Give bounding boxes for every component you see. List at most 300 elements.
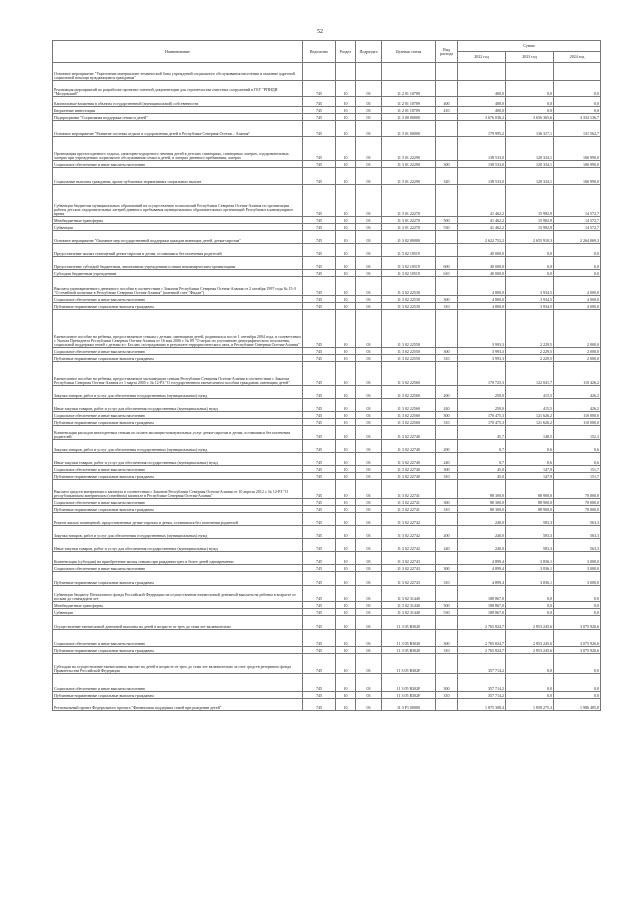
cell-2023: 3 836,1 — [506, 572, 554, 586]
cell-subsection: 03 — [356, 114, 382, 121]
cell-target: 11 3 02 22550 — [382, 310, 436, 348]
cell-name: Иные закупки товаров, работ и услуг для обеспечения государственных (муниципальных) нужд — [53, 539, 303, 552]
header-name: Наименование — [53, 41, 303, 63]
cell-name: Осуществление ежемесячной денежной выплаты на детей в возрасте от трех до семи лет включительно — [53, 616, 303, 630]
table-row — [53, 257, 601, 270]
cell-name: Публичные нормативные социальные выплаты гражданам — [53, 419, 303, 426]
table-row — [53, 114, 601, 121]
cell-2022: 138 533,0 — [458, 168, 506, 185]
cell-subsection: 03 — [356, 161, 382, 168]
cell-2022: 1 875 308,4 — [458, 699, 506, 711]
cell-ministry: 745 — [303, 224, 336, 231]
cell-ministry — [303, 63, 336, 81]
cell-2024: 426,2 — [554, 399, 601, 412]
cell-section: 10 — [336, 231, 356, 244]
cell-section: 10 — [336, 270, 356, 277]
header-section: Раздел — [336, 41, 356, 63]
cell-ministry: 745 — [303, 161, 336, 168]
cell-ministry: 745 — [303, 506, 336, 513]
cell-target: 11 3 01 22290 — [382, 137, 436, 161]
header-2023: 2023 год — [506, 52, 554, 63]
cell-section — [336, 63, 356, 81]
table-row — [53, 499, 601, 506]
cell-section: 10 — [336, 185, 356, 217]
table-row — [53, 399, 601, 412]
cell-2022: 2 765 824,7 — [458, 647, 506, 654]
cell-target: 11 3 02 22530 — [382, 277, 436, 296]
cell-name: Основное мероприятие "Развитие системы отдыха и оздоровления детей в Республике Северная Осетия – Алания" — [53, 121, 303, 137]
cell-subsection: 03 — [356, 692, 382, 699]
cell-subsection: 03 — [356, 674, 382, 692]
cell-ministry: 745 — [303, 114, 336, 121]
cell-ministry: 745 — [303, 539, 336, 552]
cell-name: Бюджетные инвестиции — [53, 107, 303, 114]
cell-2024: 0,0 — [554, 81, 601, 97]
cell-expense-type: 240 — [436, 539, 458, 552]
cell-2023: 136 317,1 — [506, 121, 554, 137]
table-row — [53, 217, 601, 224]
cell-2022: 88 300,0 — [458, 506, 506, 513]
cell-2024: 152,3 — [554, 426, 601, 440]
cell-section: 10 — [336, 630, 356, 647]
cell-2024: 106 990,0 — [554, 161, 601, 168]
cell-expense-type: 240 — [436, 399, 458, 412]
cell-name: Публичные нормативные социальные выплаты гражданам — [53, 692, 303, 699]
cell-name: Ремонт жилых помещений, предоставленных детям-сиротам и детям, оставшимся без попечения родителей — [53, 513, 303, 526]
cell-ministry: 745 — [303, 348, 336, 355]
cell-2022: 88 300,0 — [458, 480, 506, 499]
cell-target: 11 3 02 22741 — [382, 480, 436, 499]
cell-expense-type — [436, 63, 458, 81]
cell-2023: 1 858 275,3 — [506, 699, 554, 711]
cell-name: Капитальные вложения в объекты государственной (муниципальной) собственности — [53, 97, 303, 107]
cell-2022: 4 899,4 — [458, 572, 506, 586]
cell-name: Межбюджетные трансферты — [53, 602, 303, 609]
table-row — [53, 480, 601, 499]
cell-ministry: 745 — [303, 419, 336, 426]
cell-2024: 110 000,0 — [554, 412, 601, 419]
table-row — [53, 348, 601, 355]
cell-section: 10 — [336, 303, 356, 310]
cell-2022: 357 714,2 — [458, 654, 506, 674]
cell-2023: 2 229,5 — [506, 348, 554, 355]
cell-2024: 2 000,0 — [554, 310, 601, 348]
table-row — [53, 386, 601, 399]
cell-ministry: 745 — [303, 81, 336, 97]
cell-expense-type — [436, 121, 458, 137]
cell-2023: 0,0 — [506, 257, 554, 270]
cell-expense-type — [436, 114, 458, 121]
cell-section: 10 — [336, 107, 356, 114]
cell-subsection: 03 — [356, 480, 382, 499]
cell-name: Публичные нормативные социальные выплаты гражданам — [53, 303, 303, 310]
cell-ministry: 745 — [303, 270, 336, 277]
cell-subsection: 03 — [356, 412, 382, 419]
cell-name: Социальное обеспечение и иные выплаты населению — [53, 565, 303, 572]
cell-section: 10 — [336, 440, 356, 453]
header-expense-type: Вид расхода — [436, 41, 458, 63]
table-row — [53, 355, 601, 362]
cell-expense-type: 300 — [436, 296, 458, 303]
cell-section: 10 — [336, 355, 356, 362]
table-row — [53, 185, 601, 217]
cell-section: 10 — [336, 81, 356, 97]
cell-expense-type — [436, 244, 458, 257]
cell-subsection: 03 — [356, 257, 382, 270]
table-row — [53, 609, 601, 616]
cell-2023: 415,5 — [506, 399, 554, 412]
cell-expense-type: 400 — [436, 97, 458, 107]
cell-section: 10 — [336, 362, 356, 386]
cell-2024: 2 000,0 — [554, 355, 601, 362]
cell-expense-type: 300 — [436, 499, 458, 506]
cell-2023: 0,6 — [506, 453, 554, 466]
cell-target: 11 2 01 10709 — [382, 107, 436, 114]
cell-expense-type — [436, 616, 458, 630]
cell-section: 10 — [336, 526, 356, 539]
cell-section: 10 — [336, 674, 356, 692]
cell-expense-type: 310 — [436, 506, 458, 513]
cell-2023: 147,9 — [506, 473, 554, 480]
cell-target: 11 3 02 22742 — [382, 513, 436, 526]
cell-expense-type: 300 — [436, 348, 458, 355]
cell-expense-type: 300 — [436, 565, 458, 572]
cell-ministry: 745 — [303, 310, 336, 348]
cell-subsection: 03 — [356, 224, 382, 231]
cell-subsection: 03 — [356, 602, 382, 609]
cell-ministry: 745 — [303, 386, 336, 399]
cell-2024: 0,0 — [554, 257, 601, 270]
cell-target: 11 3 02 31440 — [382, 586, 436, 602]
table-row — [53, 654, 601, 674]
cell-2022: 88 300,0 — [458, 499, 506, 506]
cell-subsection: 03 — [356, 453, 382, 466]
cell-2022: 250,0 — [458, 399, 506, 412]
cell-2024: 3 332 136,7 — [554, 114, 601, 121]
cell-2022: 2 765 824,7 — [458, 630, 506, 647]
cell-target: 11 3 02 22530 — [382, 303, 436, 310]
cell-ministry: 745 — [303, 412, 336, 419]
cell-2024: 2 000,0 — [554, 348, 601, 355]
cell-name: Организация круглогодичного отдыха, санаторно-курортного лечения детей в детских санаториях, санаторных лагерях, оздоровительных лагерях при учреждениях социального обслуживания семьи и детей, в лагерях дневного пребывания, лагерях — [53, 137, 303, 161]
table-row — [53, 586, 601, 602]
cell-expense-type — [436, 81, 458, 97]
cell-2024: 3 000,0 — [554, 552, 601, 565]
cell-target — [382, 63, 436, 81]
cell-subsection: 03 — [356, 466, 382, 473]
cell-2023: 0,0 — [506, 674, 554, 692]
cell-expense-type — [436, 185, 458, 217]
cell-2022: 3 993,3 — [458, 355, 506, 362]
table-row — [53, 647, 601, 654]
cell-expense-type: 600 — [436, 257, 458, 270]
cell-2024: 2 264 069,3 — [554, 231, 601, 244]
cell-section: 10 — [336, 466, 356, 473]
cell-2023: 583,3 — [506, 539, 554, 552]
cell-expense-type: 310 — [436, 647, 458, 654]
table-row — [53, 362, 601, 386]
cell-section: 10 — [336, 453, 356, 466]
cell-ministry: 745 — [303, 630, 336, 647]
cell-ministry: 745 — [303, 513, 336, 526]
cell-ministry: 745 — [303, 466, 336, 473]
header-sum: Сумма — [458, 41, 601, 52]
cell-2023: 0,0 — [506, 586, 554, 602]
cell-2023: 583,3 — [506, 513, 554, 526]
cell-subsection: 03 — [356, 168, 382, 185]
cell-2024: 3 000,0 — [554, 572, 601, 586]
cell-subsection: 03 — [356, 586, 382, 602]
cell-2024: 70 000,0 — [554, 499, 601, 506]
cell-target: 11 3 05 R3020 — [382, 616, 436, 630]
cell-subsection: 03 — [356, 244, 382, 257]
cell-target: 11 3 02 31440 — [382, 602, 436, 609]
cell-expense-type: 300 — [436, 630, 458, 647]
cell-subsection: 03 — [356, 630, 382, 647]
cell-2024: 14 572,7 — [554, 185, 601, 217]
cell-2022: 3 993,3 — [458, 348, 506, 355]
cell-ministry: 745 — [303, 609, 336, 616]
cell-target: 11 3 01 22290 — [382, 161, 436, 168]
cell-ministry: 745 — [303, 526, 336, 539]
cell-section: 10 — [336, 426, 356, 440]
cell-ministry: 745 — [303, 257, 336, 270]
table-row — [53, 270, 601, 277]
cell-expense-type: 320 — [436, 168, 458, 185]
cell-2024: 0,6 — [554, 440, 601, 453]
cell-2022: 45,0 — [458, 466, 506, 473]
table-row — [53, 296, 601, 303]
cell-expense-type — [436, 480, 458, 499]
cell-target: 11 3 02 22743 — [382, 572, 436, 586]
cell-2024: 0,0 — [554, 654, 601, 674]
cell-2022: 41 462,2 — [458, 224, 506, 231]
cell-2023: 0,0 — [506, 97, 554, 107]
cell-2023: 0,0 — [506, 654, 554, 674]
cell-2023: 2 853 245,6 — [506, 647, 554, 654]
cell-2023: 3 836,1 — [506, 552, 554, 565]
cell-2024: 563,3 — [554, 539, 601, 552]
cell-expense-type: 300 — [436, 412, 458, 419]
cell-subsection: 03 — [356, 81, 382, 97]
cell-name: Компенсация (субсидия) на приобретение жилья семьям при рождении трех и более детей одновременно — [53, 552, 303, 565]
cell-name: Ежемесячное пособие на ребенка, предоставляемое семьям с детьми, имеющими детей, родившихся после 1 сентября 2004 года, в соответствии с Указом Президента Республики Северная Осетия-Алания от 16 мая 2006 г. № 89 "О мерах по улучшению демографического положения, социальной поддержки семей с детьми в г. Беслан, пострадавших в результате террористического акта, в Республике Северная Осетия-Алания" — [53, 310, 303, 348]
cell-subsection: 03 — [356, 185, 382, 217]
cell-ministry: 745 — [303, 654, 336, 674]
cell-expense-type — [436, 362, 458, 386]
cell-expense-type: 530 — [436, 224, 458, 231]
cell-2024: 3 075 926,6 — [554, 630, 601, 647]
table-row — [53, 161, 601, 168]
cell-target: 11 3 02 22560 — [382, 386, 436, 399]
cell-ministry: 745 — [303, 647, 336, 654]
cell-section: 10 — [336, 310, 356, 348]
table-row — [53, 466, 601, 473]
cell-2023: 15 982,9 — [506, 217, 554, 224]
cell-ministry: 745 — [303, 480, 336, 499]
cell-expense-type — [436, 426, 458, 440]
cell-2022: 400,0 — [458, 107, 506, 114]
cell-2023: 3 656 365,6 — [506, 114, 554, 121]
cell-2023: 120 334,1 — [506, 168, 554, 185]
table-header — [53, 41, 601, 63]
cell-2022: 250,0 — [458, 386, 506, 399]
cell-subsection: 03 — [356, 355, 382, 362]
cell-name: Публичные нормативные социальные выплаты гражданам — [53, 506, 303, 513]
cell-name: Социальное обеспечение и иные выплаты населению — [53, 412, 303, 419]
cell-name: Реализация мероприятий по разработке проектно-сметной документации для строительства очистных сооружений в ГБУ "РПНДИ "Моздокский" — [53, 81, 303, 97]
cell-2023: 3 934,5 — [506, 277, 554, 296]
cell-target: 11 3 02 10519 — [382, 270, 436, 277]
table-row — [53, 97, 601, 107]
cell-subsection: 03 — [356, 654, 382, 674]
cell-section: 10 — [336, 552, 356, 565]
cell-target: 11 3 02 10519 — [382, 257, 436, 270]
cell-2022: 170 725,3 — [458, 362, 506, 386]
budget-table — [52, 40, 601, 711]
header-2024: 2024 год — [554, 52, 601, 63]
cell-ministry: 745 — [303, 97, 336, 107]
cell-name: Публичные нормативные социальные выплаты гражданам — [53, 572, 303, 586]
cell-section: 10 — [336, 386, 356, 399]
cell-target: 11 3 02 22550 — [382, 355, 436, 362]
cell-expense-type: 310 — [436, 419, 458, 426]
header-ministry: Ведомство — [303, 41, 336, 63]
cell-2023: 147,9 — [506, 466, 554, 473]
cell-2024: 0,0 — [554, 244, 601, 257]
cell-subsection: 03 — [356, 296, 382, 303]
cell-2024: 0,0 — [554, 270, 601, 277]
cell-2024: 4 000,0 — [554, 296, 601, 303]
cell-ministry: 745 — [303, 137, 336, 161]
cell-target: 11 3 02 22560 — [382, 419, 436, 426]
cell-target: 11 3 00 00000 — [382, 114, 436, 121]
cell-2024: 0,0 — [554, 609, 601, 616]
page-number: 52 — [317, 29, 323, 35]
cell-expense-type — [436, 310, 458, 348]
table-row — [53, 453, 601, 466]
cell-2024: 3 000,0 — [554, 565, 601, 572]
table-row — [53, 244, 601, 257]
cell-target: 11 3 02 22742 — [382, 539, 436, 552]
cell-section: 10 — [336, 572, 356, 586]
cell-ministry: 745 — [303, 453, 336, 466]
cell-subsection: 03 — [356, 386, 382, 399]
cell-ministry: 745 — [303, 121, 336, 137]
cell-section: 10 — [336, 277, 356, 296]
cell-2022: 188 867,0 — [458, 586, 506, 602]
cell-expense-type: 300 — [436, 674, 458, 692]
cell-name: Закупка товаров, работ и услуг для обеспечения государственных (муниципальных) нужд — [53, 526, 303, 539]
cell-2023: 2 229,5 — [506, 355, 554, 362]
cell-name: Выплата средств материнского капитала в соответствии с Законом Республики Северная Осетия-Алания от 10 апреля 2012 г. № 12-РЗ "О республиканском материнском (семейном) капитале в Республике Северная Осетия-Алания" — [53, 480, 303, 499]
cell-section: 10 — [336, 647, 356, 654]
cell-2023: 120 334,1 — [506, 137, 554, 161]
cell-2022: 40 000,0 — [458, 270, 506, 277]
cell-subsection: 03 — [356, 616, 382, 630]
cell-expense-type: 410 — [436, 107, 458, 114]
cell-name: Компенсация расходов многодетным семьям по оплате жилищно-коммунальных услуг детям-сиротам и детям, оставшимся без попечения родителей — [53, 426, 303, 440]
cell-subsection: 03 — [356, 121, 382, 137]
cell-2024: 151,7 — [554, 466, 601, 473]
cell-section: 10 — [336, 473, 356, 480]
cell-subsection: 03 — [356, 303, 382, 310]
cell-2023: 0,0 — [506, 244, 554, 257]
cell-2024: 70 000,0 — [554, 506, 601, 513]
cell-2023: 121 626,2 — [506, 412, 554, 419]
cell-target: 11 3 02 22560 — [382, 362, 436, 386]
table-row — [53, 107, 601, 114]
cell-2024: 0,0 — [554, 692, 601, 699]
cell-section: 10 — [336, 348, 356, 355]
cell-subsection: 03 — [356, 499, 382, 506]
table-row — [53, 63, 601, 81]
cell-2022: 4 899,4 — [458, 552, 506, 565]
cell-ministry: 745 — [303, 231, 336, 244]
cell-ministry: 745 — [303, 277, 336, 296]
cell-expense-type: 310 — [436, 692, 458, 699]
cell-target: 11 2 01 10709 — [382, 81, 436, 97]
cell-ministry: 745 — [303, 602, 336, 609]
header-subsection: Подраздел — [356, 41, 382, 63]
cell-expense-type — [436, 552, 458, 565]
cell-ministry: 745 — [303, 552, 336, 565]
cell-section: 10 — [336, 692, 356, 699]
header-2022: 2022 год — [458, 52, 506, 63]
cell-2024: 106 990,0 — [554, 137, 601, 161]
cell-2023: 3 934,5 — [506, 296, 554, 303]
cell-expense-type: 300 — [436, 466, 458, 473]
cell-expense-type: 300 — [436, 161, 458, 168]
cell-expense-type — [436, 654, 458, 674]
cell-2022: 179 995,2 — [458, 121, 506, 137]
cell-section: 10 — [336, 399, 356, 412]
cell-section: 10 — [336, 412, 356, 419]
cell-2024: 426,2 — [554, 386, 601, 399]
cell-2022: 40 000,0 — [458, 244, 506, 257]
cell-target: 11 3 02 22560 — [382, 399, 436, 412]
cell-2024: 151,7 — [554, 473, 601, 480]
cell-2023: 2 853 245,6 — [506, 630, 554, 647]
cell-expense-type: 310 — [436, 572, 458, 586]
cell-name: Субсидии на осуществление ежемесячных выплат на детей в возрасте от трех до семи лет включительно за счет средств резервного фонда Правительства Российской Федерации — [53, 654, 303, 674]
cell-ministry: 745 — [303, 362, 336, 386]
cell-name: Предоставление жилых помещений детям-сиротам и детям, оставшимся без попечения родителей — [53, 244, 303, 257]
table-row — [53, 310, 601, 348]
cell-ministry: 745 — [303, 399, 336, 412]
cell-2022: 2 622 752,2 — [458, 231, 506, 244]
cell-2022: 357 714,2 — [458, 692, 506, 699]
cell-target: 11 3 05 R302F — [382, 692, 436, 699]
table-row — [53, 616, 601, 630]
table-row — [53, 426, 601, 440]
cell-ministry: 745 — [303, 586, 336, 602]
cell-expense-type: 530 — [436, 609, 458, 616]
cell-2024: 0,0 — [554, 97, 601, 107]
cell-ministry: 745 — [303, 217, 336, 224]
cell-subsection: 03 — [356, 473, 382, 480]
cell-expense-type — [436, 137, 458, 161]
cell-target: 11 3 01 22270 — [382, 217, 436, 224]
cell-subsection: 03 — [356, 310, 382, 348]
cell-ministry: 745 — [303, 674, 336, 692]
cell-section: 10 — [336, 161, 356, 168]
cell-target: 11 3 02 22742 — [382, 526, 436, 539]
cell-name: Закупка товаров, работ и услуг для обеспечения государственных (муниципальных) нужд — [53, 440, 303, 453]
cell-target: 11 3 02 22743 — [382, 565, 436, 572]
cell-2023: 415,5 — [506, 386, 554, 399]
cell-section: 10 — [336, 114, 356, 121]
